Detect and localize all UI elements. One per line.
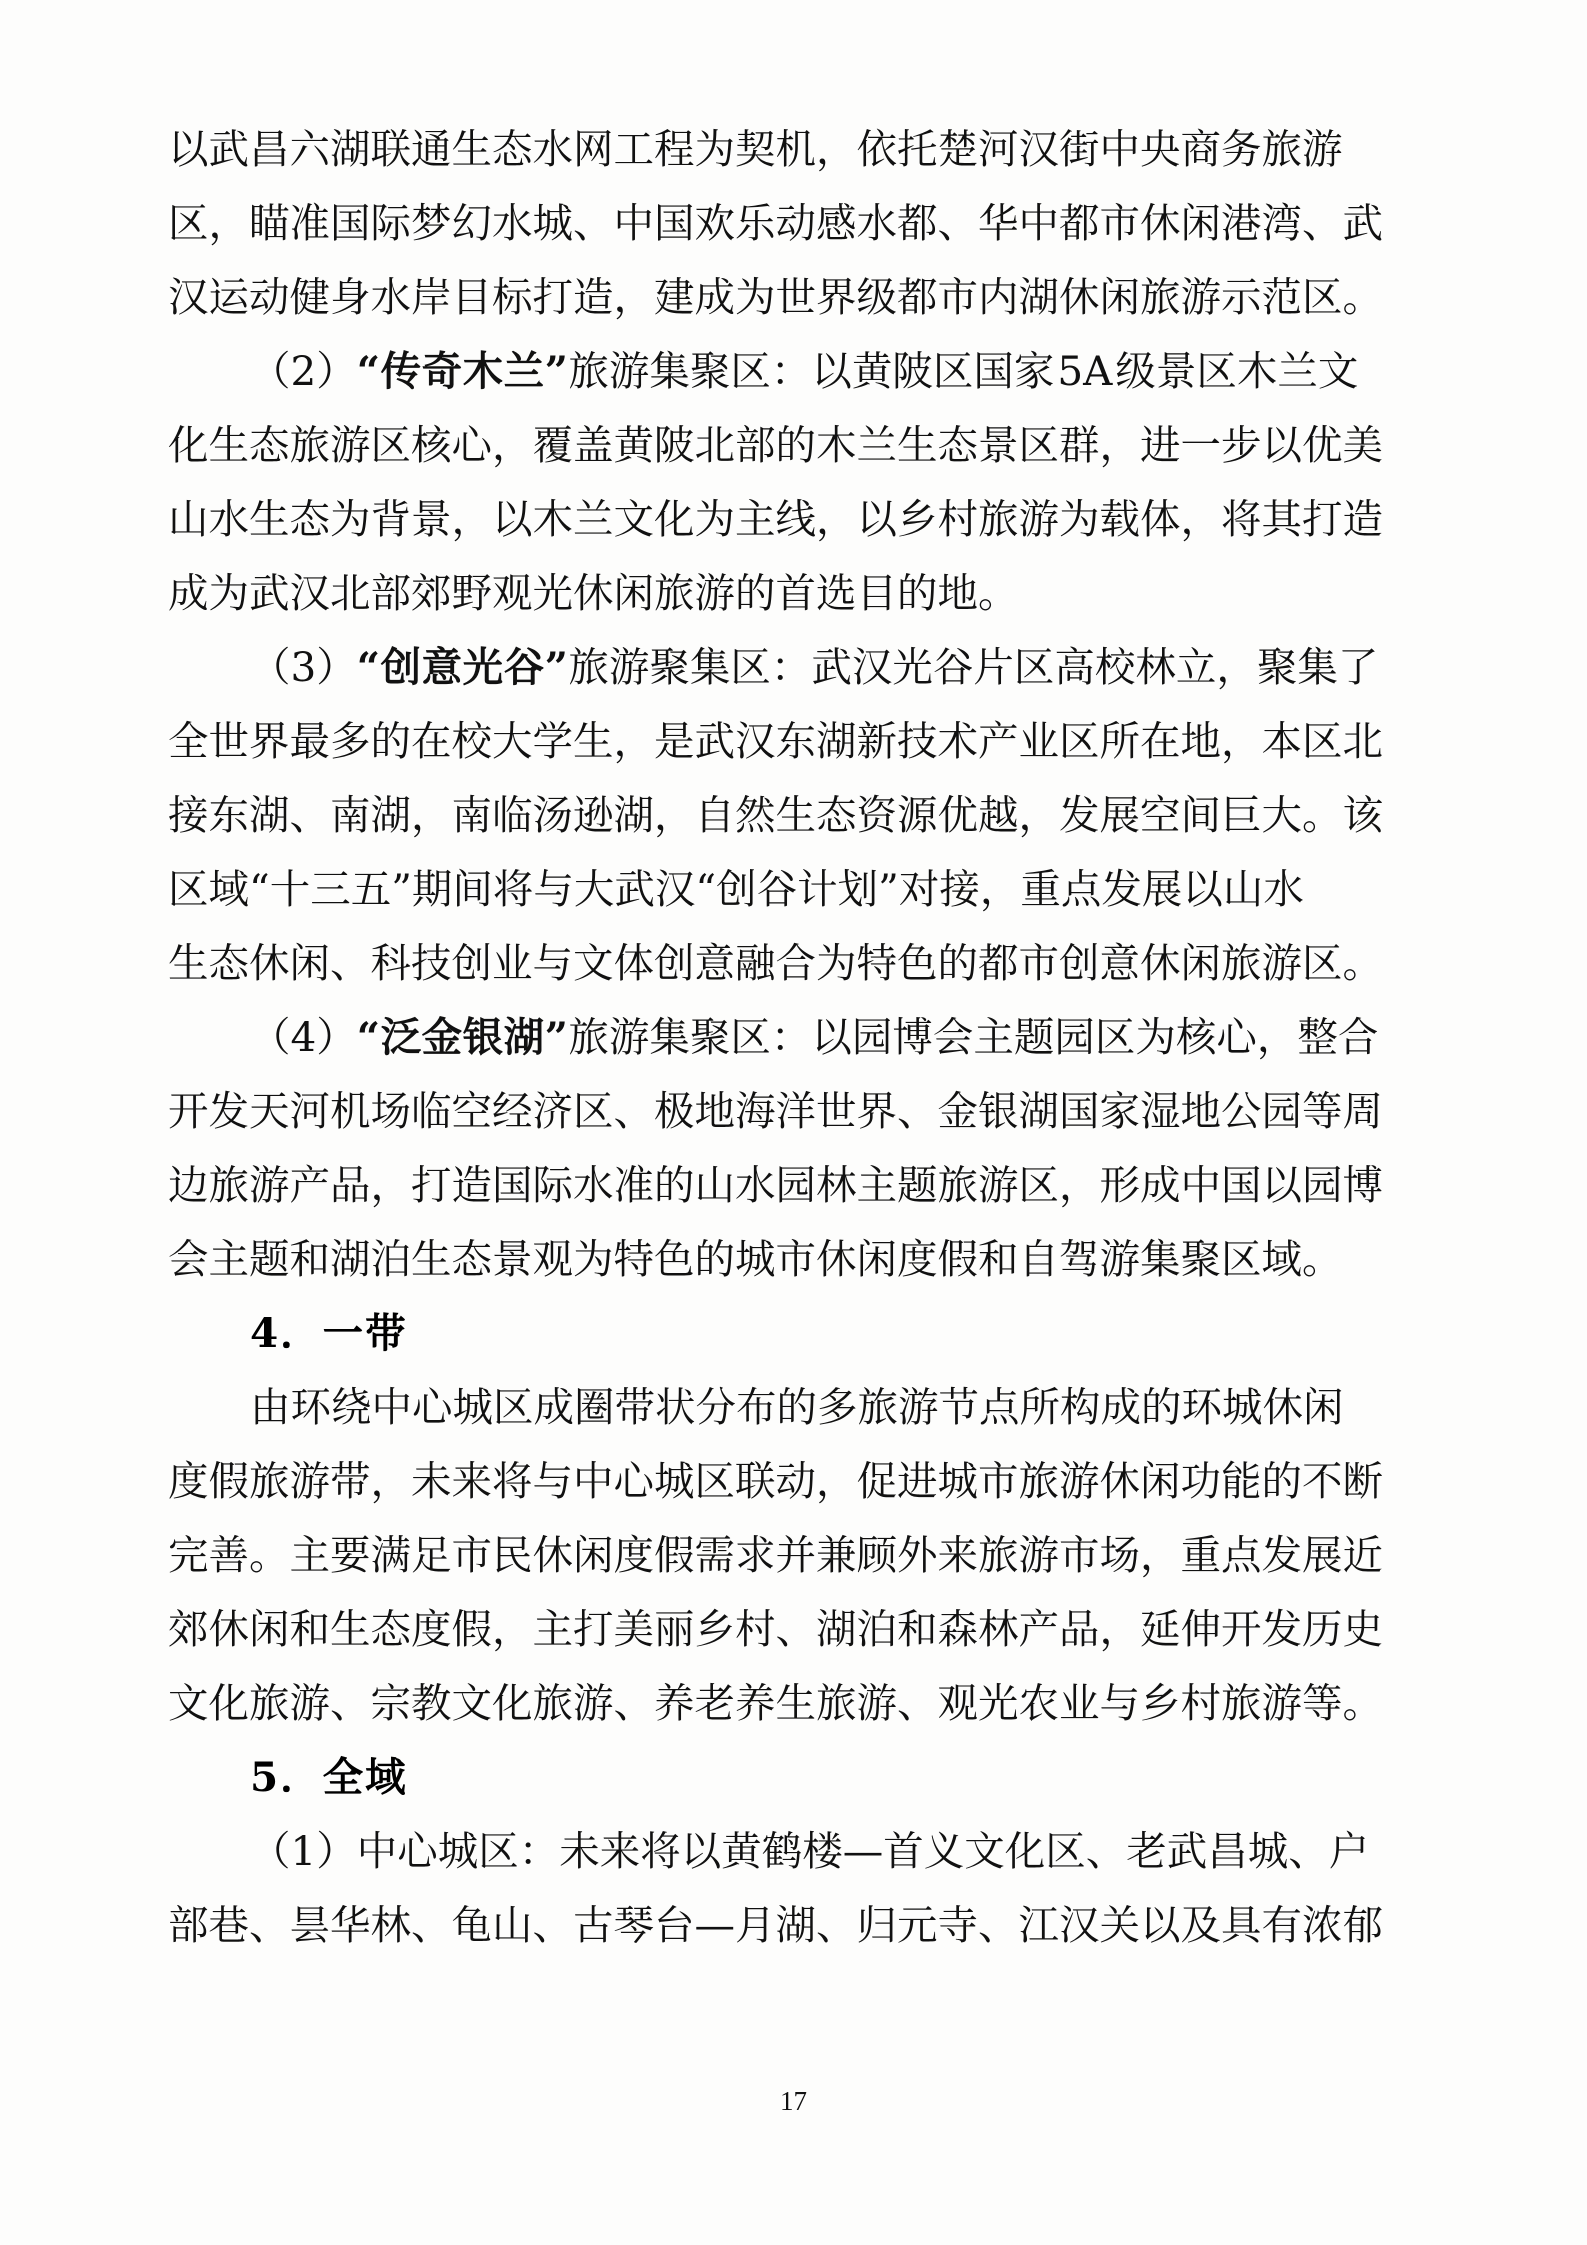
quoted-bold-term: “创意光谷” bbox=[356, 643, 569, 691]
paragraph-item-3-creative-optics-valley bbox=[168, 630, 1383, 1000]
text-line: 边旅游产品，打造国际水准的山水园林主题旅游区，形成中国以园博 bbox=[168, 1161, 1383, 1209]
paragraph-one-belt-description bbox=[168, 1370, 1383, 1740]
text-line: 成为武汉北部郊野观光休闲旅游的首选目的地。 bbox=[168, 569, 1019, 617]
quoted-bold-term: “传奇木兰” bbox=[356, 347, 569, 395]
item-marker: （4） bbox=[250, 1013, 357, 1061]
text-line: 生态休闲、科技创业与文体创意融合为特色的都市创意休闲旅游区。 bbox=[168, 939, 1383, 987]
text-line: 汉运动健身水岸目标打造，建成为世界级都市内湖休闲旅游示范区。 bbox=[168, 273, 1383, 321]
page-footer bbox=[0, 2086, 1587, 2117]
paragraph-wuchang-six-lakes bbox=[168, 112, 1383, 334]
text-line: 度假旅游带，未来将与中心城区联动，促进城市旅游休闲功能的不断 bbox=[168, 1457, 1383, 1505]
text-line: 文化旅游、宗教文化旅游、养老养生旅游、观光农业与乡村旅游等。 bbox=[168, 1679, 1383, 1727]
section-heading-5-whole-region: 5．全域 bbox=[250, 1753, 408, 1801]
text-line: 完善。主要满足市民休闲度假需求并兼顾外来旅游市场，重点发展近 bbox=[168, 1531, 1383, 1579]
page-content bbox=[168, 112, 1383, 1962]
latin-run: 5A bbox=[1057, 347, 1113, 395]
text-line: 会主题和湖泊生态景观为特色的城市休闲度假和自驾游集聚区域。 bbox=[168, 1235, 1343, 1283]
text-line: 以武昌六湖联通生态水网工程为契机，依托楚河汉街中央商务旅游 bbox=[168, 125, 1343, 173]
text-line-with-bold-term bbox=[168, 1000, 1379, 1074]
text-line: 郊休闲和生态度假，主打美丽乡村、湖泊和森林产品，延伸开发历史 bbox=[168, 1605, 1383, 1653]
paragraph-item-1-central-urban-area bbox=[168, 1814, 1383, 1962]
text-line: 全世界最多的在校大学生，是武汉东湖新技术产业区所在地，本区北 bbox=[168, 717, 1383, 765]
text-line: 区域“十三五”期间将与大武汉“创谷计划”对接，重点发展以山水 bbox=[168, 865, 1304, 913]
section-heading-4-one-belt: 4．一带 bbox=[250, 1309, 408, 1357]
paragraph-item-2-legendary-mulan bbox=[168, 334, 1383, 630]
text-line: 开发天河机场临空经济区、极地海洋世界、金银湖国家湿地公园等周 bbox=[168, 1087, 1383, 1135]
item-marker: （2） bbox=[250, 347, 357, 395]
text-line: （1）中心城区：未来将以黄鹤楼—首义文化区、老武昌城、户 bbox=[250, 1827, 1370, 1875]
text-line: 山水生态为背景，以木兰文化为主线，以乡村旅游为载体，将其打造 bbox=[168, 495, 1383, 543]
text-line-with-bold-term bbox=[168, 334, 1359, 408]
paragraph-item-4-pan-jinyin-lake bbox=[168, 1000, 1383, 1296]
text-line: 区，瞄准国际梦幻水城、中国欢乐动感水都、华中都市休闲港湾、武 bbox=[168, 199, 1383, 247]
text-line: 接东湖、南湖，南临汤逊湖，自然生态资源优越，发展空间巨大。该 bbox=[168, 791, 1383, 839]
text-line: 部巷、昙华林、龟山、古琴台—月湖、归元寺、江汉关以及具有浓郁 bbox=[168, 1901, 1383, 1949]
text-line: 由环绕中心城区成圈带状分布的多旅游节点所构成的环城休闲 bbox=[250, 1383, 1344, 1431]
text-run: 旅游集聚区：以黄陂区国家 bbox=[568, 347, 1055, 395]
text-run: 旅游集聚区：以园博会主题园区为核心，整合 bbox=[568, 1013, 1379, 1061]
text-run: 旅游聚集区：武汉光谷片区高校林立，聚集了 bbox=[568, 643, 1379, 691]
text-run: 级景区木兰文 bbox=[1115, 347, 1359, 395]
page-number: 17 bbox=[780, 2086, 807, 2116]
item-marker: （3） bbox=[250, 643, 357, 691]
text-line-with-bold-term bbox=[168, 630, 1379, 704]
text-line: 化生态旅游区核心，覆盖黄陂北部的木兰生态景区群，进一步以优美 bbox=[168, 421, 1383, 469]
quoted-bold-term: “泛金银湖” bbox=[356, 1013, 569, 1061]
